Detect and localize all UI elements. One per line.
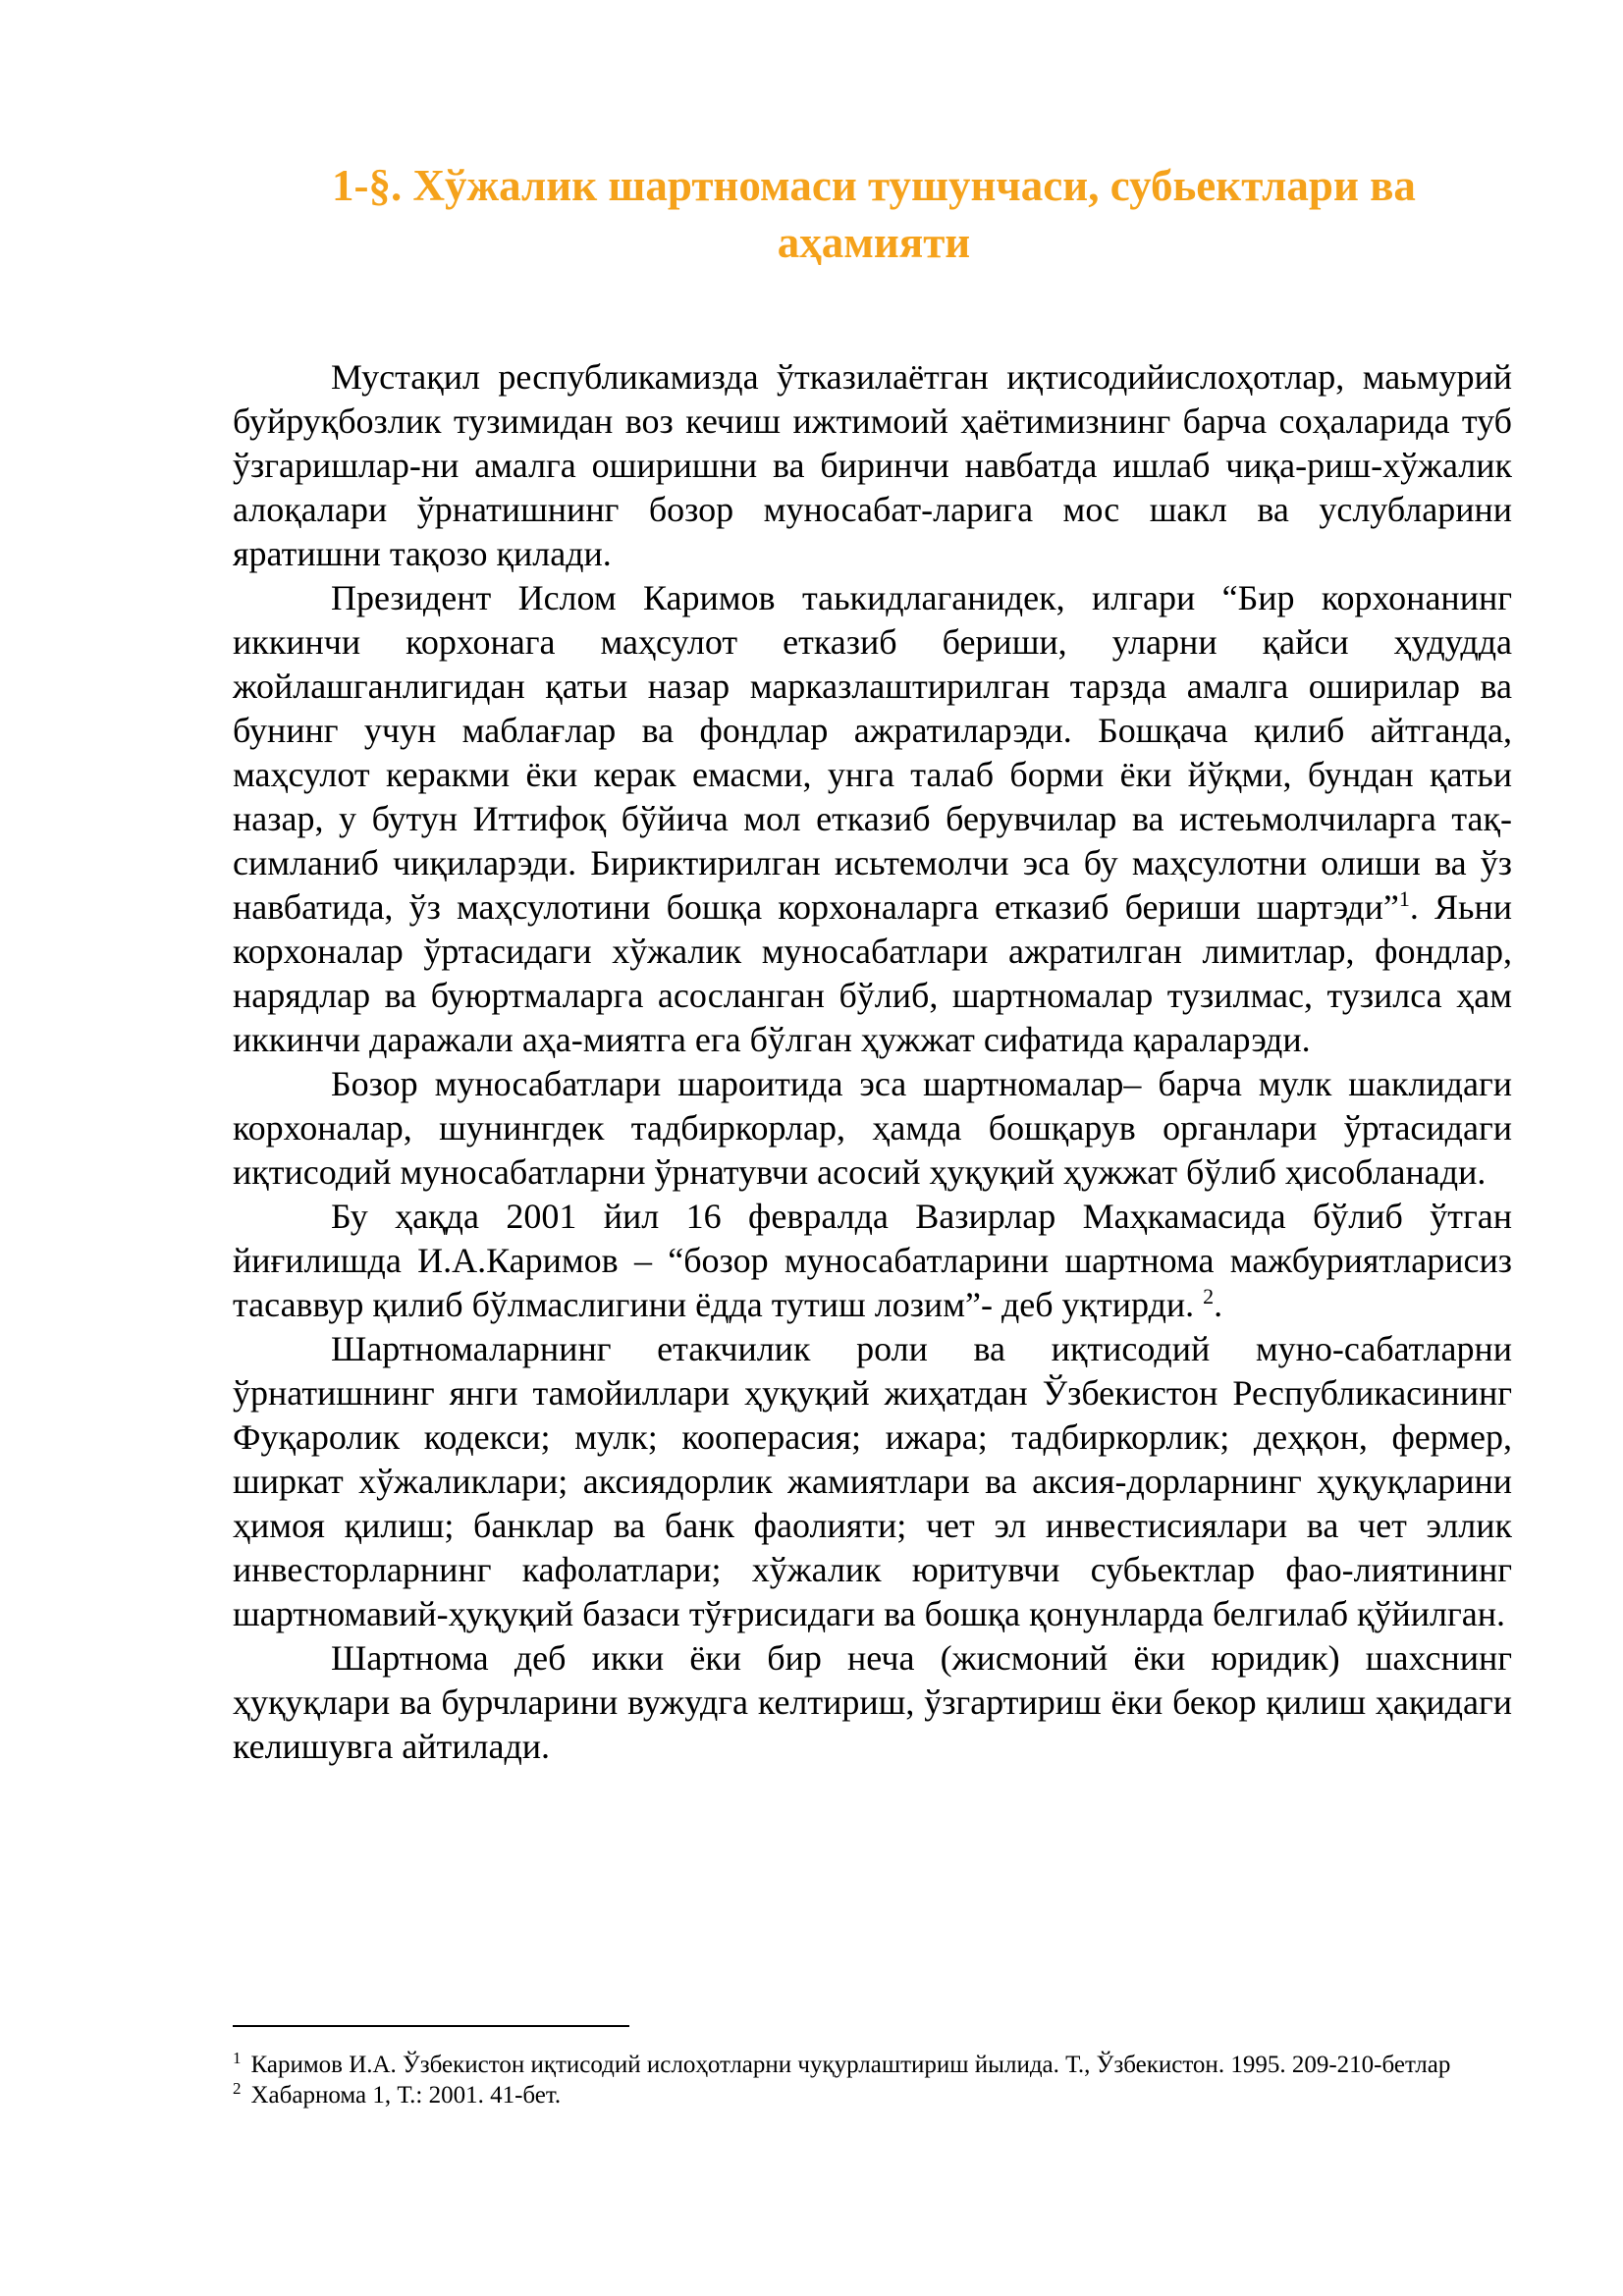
paragraph-3: Бозор муносабатлари шароитида эса шартномалар– барча мулк шаклидаги корхоналар, шунингдек тадбиркорлар, ҳамда бошқарув органлари ўртасидаги иқтисодий муносабатларни ўрнатувчи асосий ҳуқуқий ҳужжат бўлиб ҳисобланади. <box>233 1064 1512 1192</box>
footnote-divider <box>233 2025 629 2027</box>
section-title-line-1: 1-§. Хўжалик шартномаси тушунчаси, субьектлари ва <box>332 161 1416 210</box>
paragraph-6: Шартнома деб икки ёки бир неча (жисмоний ёки юридик) шахснинг ҳуқуқлари ва бурчларини вужудга келтириш, ўзгартириш ёки бекор қилиш ҳақидаги келишувга айтилади. <box>233 1638 1512 1766</box>
footnote-ref-2[interactable]: 2 <box>1203 1284 1215 1308</box>
footnote-text-1: Каримов И.А. Ўзбекистон иқтисодий ислоҳотларни чуқурлаштириш йылида. Т., Ўзбекистон. 1995. 209-210-бетлар <box>250 2052 1451 2078</box>
paragraph-2-text-before: Президент Ислом Каримов таькидлаганидек, илгари “Бир корхонанинг иккинчи корхонага маҳсулот етказиб бериши, уларни қайси ҳудудда жойлашганлигидан қатьи назар марказлаштирилган тарзда амалга оширилар ва бунинг учун маблағлар ва фондлар ажратиларэди. Бошқача қилиб айтганда, маҳсулот керакми ёки керак емасми, унга талаб борми ёки йўқми, бундан қатьи назар, у бутун Иттифоқ бўйича мол етказиб берувчилар ва истеьмолчиларга тақ-симланиб чиқиларэди. Бириктирилган исьтемолчи эса бу маҳсулотни олиши ва ўз навбатида, ўз маҳсулотини бошқа корхоналарга етказиб бериши шартэди” <box>233 578 1512 927</box>
footnote-2 <box>233 2080 1512 2110</box>
section-title <box>236 157 1512 271</box>
paragraph-5: Шартномаларнинг етакчилик роли ва иқтисодий муно-сабатларни ўрнатишнинг янги тамойиллари ҳуқуқий жиҳатдан Ўзбекистон Республикасининг Фуқаролик кодекси; мулк; кооперасия; ижара; тадбиркорлик; деҳқон, фермер, ширкат хўжаликлари; аксиядорлик жамиятлари ва аксия-дорларнинг ҳуқуқларини ҳимоя қилиш; банклар ва банк фаолияти; чет эл инвестисиялари ва чет эллик инвесторларнинг кафолатлари; хўжалик юритувчи субьектлар фао-лиятининг шартномавий-ҳуқуқий базаси тўғрисидаги ва бошқа қонунларда белгилаб қўйилган. <box>233 1329 1512 1633</box>
paragraph-2 <box>233 576 1512 1062</box>
footnote-text-2: Хабарнома 1, Т.: 2001. 41-бет. <box>250 2082 562 2109</box>
footnote-1 <box>233 2050 1512 2080</box>
paragraph-4-text-before: Бу ҳақда 2001 йил 16 февралда Вазирлар Маҳкамасида бўлиб ўтган йиғилишда И.А.Каримов – “бозор муносабатларини шартнома мажбуриятларисиз тасаввур қилиб бўлмаслигини ёдда тутиш лозим”- деб уқтирди. <box>233 1197 1512 1324</box>
paragraph-1: Мустақил республикамизда ўтказилаётган иқтисодийислоҳотлар, маьмурий буйруқбозлик тузимидан воз кечиш ижтимоий ҳаётимизнинг барча соҳаларида туб ўзгаришлар-ни амалга оширишни ва биринчи навбатда ишлаб чиқа-риш-хўжалик алоқалари ўрнатишнинг бозор муносабат-ларига мос шакл ва услубларини яратишни тақозо қилади. <box>233 357 1512 573</box>
body-text <box>233 355 1512 1769</box>
section-title-line-2: аҳамияти <box>777 218 971 267</box>
footnote-ref-1[interactable]: 1 <box>1398 886 1410 911</box>
paragraph-2-text-after: . Яьни корхоналар ўртасидаги хўжалик муносабатлари ажратилган лимитлар, фондлар, нарядлар ва буюртмаларга асосланган бўлиб, шартномалар тузилмас, тузилса ҳам иккинчи даражали аҳа-миятга ега бўлган ҳужжат сифатида қараларэди. <box>233 887 1512 1059</box>
paragraph-4-text-after: . <box>1214 1285 1223 1324</box>
footnote-number-2: 2 <box>233 2078 242 2098</box>
footnotes <box>233 2050 1512 2110</box>
footnote-number-1: 1 <box>233 2048 242 2067</box>
paragraph-4 <box>233 1195 1512 1327</box>
